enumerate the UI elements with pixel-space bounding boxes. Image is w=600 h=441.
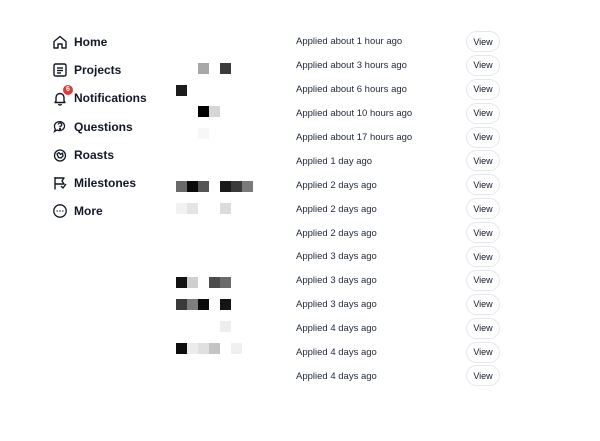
list-item [290, 197, 520, 221]
application-status: Applied 3 days ago [296, 275, 377, 287]
application-status: Applied about 10 hours ago [296, 108, 413, 120]
sidebar-item-label: Questions [74, 119, 133, 134]
redacted-pixel [176, 277, 187, 288]
sidebar-item-label: Milestones [74, 176, 137, 191]
application-status: Applied 1 day ago [296, 155, 373, 167]
view-button[interactable]: View [466, 174, 500, 195]
view-button[interactable]: View [466, 198, 500, 219]
application-status: Applied 4 days ago [296, 347, 377, 359]
application-status: Applied 2 days ago [296, 179, 377, 191]
sidebar-item-label: Roasts [74, 147, 115, 162]
redacted-pixel [209, 106, 220, 117]
list-item [290, 341, 520, 365]
view-button[interactable]: View [466, 318, 500, 339]
redacted-pixel [198, 299, 209, 310]
sidebar-item-roasts[interactable] [52, 141, 172, 169]
redacted-pixel [220, 181, 231, 192]
view-button[interactable]: View [466, 79, 500, 100]
sidebar-item-label: Home [74, 35, 108, 50]
more-icon [52, 203, 68, 219]
view-button[interactable]: View [466, 294, 500, 315]
list-item [290, 269, 520, 293]
redacted-pixel [220, 321, 231, 332]
list-item [290, 173, 520, 197]
application-status: Applied 3 days ago [296, 299, 377, 311]
redacted-pixel [242, 181, 253, 192]
sidebar-nav [52, 28, 172, 225]
notification-badge: 6 [63, 85, 73, 95]
application-status: Applied about 1 hour ago [296, 36, 403, 48]
redacted-pixel [220, 299, 231, 310]
list-item [290, 221, 520, 245]
redacted-pixel [198, 63, 209, 74]
view-button[interactable]: View [466, 365, 500, 386]
list-item [290, 364, 520, 388]
redacted-pixel [176, 299, 187, 310]
view-button[interactable]: View [466, 103, 500, 124]
redacted-pixel [198, 106, 209, 117]
list-item [290, 30, 520, 54]
sidebar-item-label: More [74, 204, 103, 219]
redacted-pixel [187, 277, 198, 288]
sidebar-item-questions[interactable] [52, 113, 172, 141]
list-item [290, 102, 520, 126]
applications-list [290, 30, 520, 388]
list-item [290, 78, 520, 102]
list-item [290, 54, 520, 78]
redacted-pixel [187, 181, 198, 192]
redacted-pixel [198, 128, 209, 139]
redacted-pixel [187, 203, 198, 214]
redacted-pixel [176, 181, 187, 192]
application-status: Applied about 6 hours ago [296, 84, 407, 96]
sidebar-item-label: Projects [74, 63, 122, 78]
list-item [290, 245, 520, 269]
view-button[interactable]: View [466, 55, 500, 76]
application-status: Applied 4 days ago [296, 323, 377, 335]
application-status: Applied 3 days ago [296, 251, 377, 263]
application-status: Applied 2 days ago [296, 203, 377, 215]
sidebar-item-notifications[interactable] [52, 84, 172, 112]
projects-icon [52, 62, 68, 78]
redacted-pixel [209, 277, 220, 288]
questions-icon [52, 119, 68, 135]
application-status: Applied about 17 hours ago [296, 132, 413, 143]
redacted-pixel [198, 181, 209, 192]
list-item [290, 317, 520, 341]
view-button[interactable]: View [466, 31, 500, 52]
application-status: Applied 4 days ago [296, 370, 377, 382]
view-button[interactable]: View [466, 150, 500, 171]
redacted-pixel [198, 343, 209, 354]
list-item [290, 126, 520, 150]
redacted-names [165, 30, 285, 390]
redacted-pixel [209, 343, 220, 354]
redacted-pixel [220, 63, 231, 74]
sidebar-item-home[interactable] [52, 28, 172, 56]
bell-icon [52, 86, 70, 106]
sidebar-item-milestones[interactable] [52, 169, 172, 197]
view-button[interactable]: View [466, 127, 500, 148]
redacted-pixel [176, 85, 187, 96]
redacted-pixel [187, 343, 198, 354]
redacted-pixel [231, 343, 242, 354]
home-icon [52, 34, 68, 50]
application-status: Applied about 3 hours ago [296, 60, 407, 72]
roasts-icon [52, 147, 68, 163]
list-item [290, 293, 520, 317]
view-button[interactable]: View [466, 246, 500, 267]
redacted-pixel [187, 299, 198, 310]
view-button[interactable]: View [466, 342, 500, 363]
sidebar-item-more[interactable] [52, 197, 172, 225]
redacted-pixel [220, 203, 231, 214]
sidebar-item-projects[interactable] [52, 56, 172, 84]
view-button[interactable]: View [466, 222, 500, 243]
flag-icon [52, 175, 68, 191]
redacted-pixel [176, 343, 187, 354]
redacted-pixel [220, 277, 231, 288]
application-status: Applied 2 days ago [296, 227, 377, 239]
redacted-pixel [231, 181, 242, 192]
redacted-pixel [176, 203, 187, 214]
sidebar-item-label: Notifications [74, 91, 147, 106]
view-button[interactable]: View [466, 270, 500, 291]
list-item [290, 149, 520, 173]
